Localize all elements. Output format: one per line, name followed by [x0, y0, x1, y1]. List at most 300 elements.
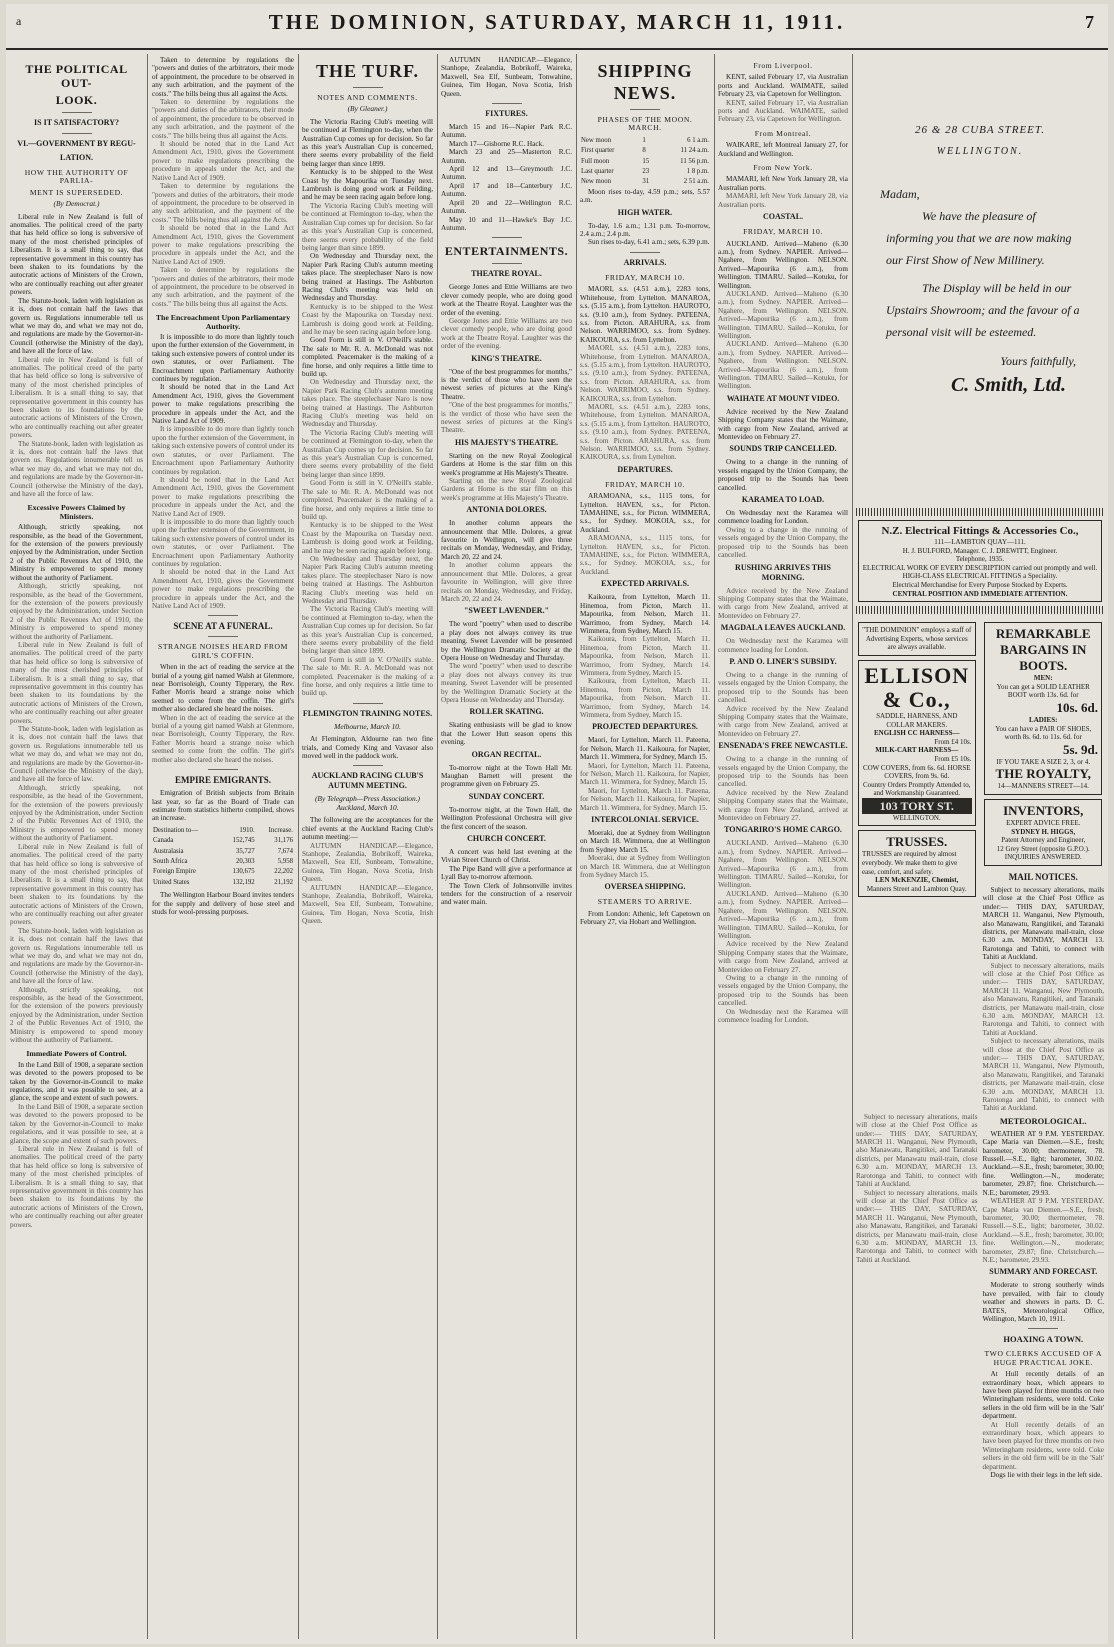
- table-row: [580, 177, 710, 187]
- paragraph: Although, strictly speaking, not responsible, as the head of the Government, for the extension of the powers previously enjoyed by the Administration, under Section 2 of the Public Revenues Act of 1910, the Ministry is empowered to spend money without the authority of Parliament.: [10, 523, 143, 582]
- table-cell: 31: [642, 178, 650, 186]
- paragraph: It should be noted that in the Land Act Amendment Act, 1910, gives the Government power to make regulations prescribing the procedure in appeals under the Act, and the Native Land Act of 1909.: [152, 383, 294, 426]
- paragraph: MAMARI, left New York January 28, via Australian ports.: [718, 192, 848, 209]
- paragraph: On Wednesday and Thursday next, the Napier Park Racing Club's autumn meeting takes place. The steeplechaser Naro is now being trained at Hastings. The Ashburton Racing Club's meeting was held on Wednesday and Thursday.: [302, 378, 433, 429]
- ad-town: WELLINGTON.: [936, 146, 1024, 158]
- paragraph: AUCKLAND. Arrived—Maheno (6.30 a.m.), from Sydney. NAPIER. Arrived—Ngahere, from Wellington. NELSON. Arrived—Mapourika (6 a.m.), from Wellington. TIMARU. Sailed—Kotuku, for Wellington.: [718, 839, 848, 890]
- paragraph: Good Form is still in V. O'Neill's stable. The sale to Mr. R. A. McDonald was not completed. Peacemaker is the making of a fine horse, and only requires a little time to build up.: [302, 336, 433, 378]
- paragraph: It should be noted that in the Land Act Amendment Act, 1910, gives the Government power to make regulations prescribing the procedure in appeals under the Act, and the Native Land Act of 1909.: [152, 475, 294, 518]
- paragraph: "One of the best programmes for months," is the verdict of those who have seen the newest series of pictures at the King's Theatre.: [441, 401, 572, 435]
- subheading: OVERSEA SHIPPING.: [604, 882, 686, 892]
- table-cell: Foreign Empire: [153, 868, 196, 876]
- paragraph: The Victoria Racing Club's meeting will be continued at Flemington to-day, when the Australian Cup comes up for decision. So far as this year's Australian Cup is concerned, there seems every probability of the field being larger than since 1899.: [302, 428, 433, 479]
- fixture-item: April 12 and 13—Greymouth J.C. Autumn.: [441, 165, 572, 182]
- paragraph: AUCKLAND. Arrived—Maheno (6.30 a.m.), from Sydney. NAPIER. Arrived—Ngahere, from Wellington. NELSON. Arrived—Mapourika (6 a.m.), from Wellington. TIMARU. Sailed—Kotuku, for Wellington.: [718, 340, 848, 391]
- column-rule: [298, 54, 299, 1639]
- section-title-shipping: SHIPPING NEWS.: [597, 61, 693, 103]
- table-row: [152, 836, 294, 846]
- table-cell: 23: [642, 168, 650, 176]
- section-title: VI.—GOVERNMENT BY REGU-: [17, 139, 136, 148]
- paragraph: The Town Clerk of Johnsonville invites tenders for the construction of a reservoir and water main.: [441, 881, 572, 907]
- subheading: From New York.: [753, 163, 813, 173]
- ellison-ad: [858, 660, 976, 827]
- ad-text: Telephone, 1935.: [955, 555, 1005, 564]
- fixture-item: March 15 and 16—Napier Park R.C. Autumn.: [441, 123, 572, 140]
- paragraph: At Flemington, Aldourne ran two fine trials, and Comedy King and Vavasor also moved well in the paddock work.: [302, 735, 433, 761]
- paragraph: In another column appears the announcement that Mlle. Dolores, a great favourite in Wellington, will give three recitals on Monday, Wednesday, and Friday, March 20, 22 and 24.: [441, 519, 572, 561]
- lower-left-column: [856, 1113, 978, 1264]
- paragraph: Maori, for Lyttelton, March 11. Pateena, for Nelson, March 11. Kaikoura, for Napier, March 11. Wimmera, for Sydney, March 15.: [580, 761, 710, 787]
- column-shipping: [580, 56, 710, 1636]
- paragraph: MAMARI, left New York January 28, via Australian ports.: [718, 175, 848, 192]
- subheading: MAGDALA LEAVES AUCKLAND.: [720, 623, 846, 633]
- paragraph: Advice received by the New Zealand Shipping Company states that the Waimate, with cargo from New Zealand, arrived at Montevideo on February 27.: [718, 704, 848, 738]
- table-cell: 20,303: [235, 857, 255, 865]
- ad-text: 12 Grey Street (opposite G.P.O.).: [996, 844, 1090, 853]
- column-rule: [714, 54, 715, 1639]
- paragraph: AUTUMN HANDICAP.—Elegance, Stanhope, Zealandia, Bobrikoff, Waireka, Maxwell, Sea Elf, Sunbeam, Tonwahine, Guinea, Tim Hogan, Nova Scotia, Irish Queen.: [441, 56, 572, 98]
- table-row: [580, 146, 710, 156]
- electrical-fittings-ad: [858, 520, 1102, 602]
- table-row: [580, 136, 710, 146]
- ad-address-strip: 103 TORY ST.: [862, 798, 972, 814]
- paragraph: Kentucky is to be shipped to the West Coast by the Mapourika on Tuesday next. Lambrush is doing good work at Feilding, and he may be seen racing again before long.: [302, 168, 433, 202]
- paragraph: Maori, for Lyttelton, March 11. Pateena, for Nelson, March 11. Kaikoura, for Napier, March 11. Wimmera, for Sydney, March 15.: [580, 786, 710, 812]
- paragraph: On Wednesday and Thursday next, the Napier Park Racing Club's autumn meeting takes place. The steeplechaser Naro is now being trained at Hastings. The Ashburton Racing Club's meeting was held on Wednesday and Thursday.: [302, 554, 433, 605]
- paragraph: Good Form is still in V. O'Neill's stable. The sale to Mr. R. A. McDonald was not completed. Peacemaker is the making of a fine horse, and only requires a little time to build up.: [302, 479, 433, 521]
- ad-text: H. J. BULFORD, Manager. C. J. DREWITT, Engineer.: [902, 546, 1058, 555]
- paragraph: Taken to determine by regulations the "powers and duties of the arbitrators, their mode of appointment, the procedure to be observed in any such arbitration, and the payment of the costs." The bills being thus all against the Acts.: [152, 98, 294, 140]
- table-cell: 11 24 a.m.: [680, 147, 709, 155]
- paragraph: MAORI, s.s. (4.51 a.m.), 2283 tons, Whitehouse, from Lyttelton. MANAROA, s.s. (5.15 a.m.), from Lyttelton. HAUROTO, s.s. (9.10 a.m.), from Sydney. PATEENA, s.s. from Picton. ARAHURA, s.s. from Nelson. WARRIMOO, s.s. from Sydney. KAIKOURA, s.s. from Lyttelton.: [580, 285, 710, 344]
- table-cell: 35,727: [235, 847, 255, 855]
- separator: [492, 237, 522, 238]
- table-header: Destination to—: [153, 826, 199, 834]
- subheading: EXPECTED ARRIVALS.: [601, 579, 689, 589]
- paragraph: The word "poetry" when used to describe a play does not always convey its true meaning. Sweet Lavender will be presented by the Wellington Dramatic Society at the Opera House on Wednesday and Thursday.: [441, 620, 572, 662]
- separator: [1028, 1328, 1058, 1329]
- subheading: "SWEET LAVENDER.": [463, 606, 550, 616]
- paragraph: Advice received by the New Zealand Shipping Company states that the Waimate, with cargo from New Zealand, arrived at Montevideo on February 27.: [718, 407, 848, 442]
- ad-text: 14—MANNERS STREET—14.: [997, 782, 1089, 791]
- fixture-item: March 17—Gisborne R.C. Hack.: [449, 139, 545, 148]
- subheading-fixtures: FIXTURES.: [485, 109, 528, 119]
- subtitle-cont: MENT IS SUPERSEDED.: [29, 187, 124, 197]
- paragraph: MAORI, s.s. (4.51 a.m.), 2283 tons, Whitehouse, from Lyttelton. MANAROA, s.s. (5.15 a.m.), from Lyttelton. HAUROTO, s.s. (9.10 a.m.), from Sydney. PATEENA, s.s. from Picton. ARAHURA, s.s. from Nelson. WARRIMOO, s.s. from Sydney. KAIKOURA, s.s. from Lyttelton.: [580, 344, 710, 403]
- dominion-notice: [858, 622, 976, 656]
- separator: [62, 133, 92, 134]
- masthead: [6, 4, 1108, 50]
- ad-text: EXPERT ADVICE FREE.: [1006, 818, 1081, 827]
- subheading: TONGARIRO'S HOME CARGO.: [724, 825, 842, 835]
- dateline: FRIDAY, MARCH 10.: [743, 227, 823, 237]
- subtitle: NOTES AND COMMENTS.: [317, 93, 418, 102]
- table-cell: New moon: [581, 136, 612, 144]
- table-cell: South Africa: [153, 857, 188, 865]
- paragraph: Starting on the new Royal Zoological Gardens at Home is the star film on this week's programme at His Majesty's Theatre.: [441, 451, 572, 477]
- subheading: PROJECTED DEPARTURES.: [592, 722, 698, 732]
- paragraph: The Victoria Racing Club's meeting will be continued at Flemington to-day, when the Australian Cup comes up for decision. So far as this year's Australian Cup is concerned, there seems every probability of the field being larger than since 1899.: [302, 117, 433, 168]
- paragraph: ARAMOANA, s.s., 1115 tons, for Lyttelton. HAVEN, s.s., for Picton. TAMAHINE, s.s., for Picton. WIMMERA, s.s., for Sydney. MOKOIA, s.s., for Auckland.: [580, 534, 710, 576]
- paragraph: Moeraki, due at Sydney from Wellington on March 18. Wimmera, due at Wellington from Sydney March 15.: [580, 854, 710, 880]
- ad-price: 5s. 9d.: [1062, 741, 1098, 757]
- ad-address: 26 & 28 CUBA STREET.: [915, 124, 1045, 136]
- ad-text: 111—LAMBTON QUAY—111.: [934, 538, 1026, 546]
- paragraph: Taken to determine by regulations the "powers and duties of the arbitrators, their mode of appointment, the procedure to be observed in any such arbitration, and the payment of the costs." The bills being thus all against the Acts.: [152, 266, 294, 308]
- separator: [208, 636, 238, 637]
- millinery-advertisement: [856, 56, 1104, 496]
- ad-text: WELLINGTON.: [892, 813, 941, 822]
- boots-ad: [984, 622, 1102, 795]
- table-cell: 132,192: [232, 878, 255, 886]
- paragraph: On Wednesday next the Karamea will commence loading for London.: [718, 637, 848, 654]
- paragraph: It is impossible to do more than lightly touch upon the further extension of the Government, in taking such extensive powers of control under its own statutes, or over Parliament. The Encroachment upon Parliamentary Authority continues by regulation.: [152, 517, 294, 568]
- paragraph: Although, strictly speaking, not responsible, as the head of the Government, for the extension of the powers previously enjoyed by the Administration, under Section 2 of the Public Revenues Act of 1910, the Ministry is empowered to spend money without the authority of Parliament.: [10, 783, 143, 843]
- ad-text: CENTRAL POSITION AND IMMEDIATE ATTENTION.: [892, 589, 1068, 598]
- subtitle: PHASES OF THE MOON. MARCH.: [597, 115, 693, 133]
- paragraph: It is impossible to do more than lightly touch upon the further extension of the Government, in taking such extensive powers of control under its own statutes, or over Parliament. The Encroachment upon Parliamentary Authority continues by regulation.: [152, 333, 294, 384]
- paragraph: The Statute-book, laden with legislation as it is, does not contain half the laws that govern us. Regulations innumerable tell us what we may do, and what we may not do, and regulations are made by the Governor-in-Council (otherwise the Ministry of the day), and have all the force of law.: [10, 439, 143, 499]
- ad-text: TRUSSES are required by almost everybody. We make them to give ease, comfort, and safety.: [862, 850, 958, 876]
- subheading: DEPARTURES.: [617, 464, 673, 474]
- paragraph: KENT, sailed February 17, via Australian ports and Auckland. WAIMATE, sailed February 23, via Capetown for Wellington.: [718, 98, 848, 124]
- paragraph: Although, strictly speaking, not responsible, as the head of the Government, for the extension of the powers previously enjoyed by the Administration, under Section 2 of the Public Revenues Act of 1910, the Ministry is empowered to spend money without the authority of Parliament.: [10, 985, 143, 1045]
- paragraph: WAIKARE, left Montreal January 27, for Auckland and Wellington.: [718, 141, 848, 158]
- paragraph: George Jones and Ettie Williams are two clever comedy people, who are doing good work at the Theatre Royal. Laughter was the order of the evening.: [441, 316, 572, 351]
- ad-text: SYDNEY H. HIGGS,: [1011, 827, 1076, 836]
- subheading: WAIHATE AT MOUNT VIDEO.: [726, 393, 840, 403]
- paragraph: The word "poetry" when used to describe a play does not always convey its true meaning. Sweet Lavender will be presented by the Wellington Dramatic Society at the Opera House on Wednesday and Thursday.: [441, 662, 572, 704]
- corner-mark: a: [16, 14, 22, 28]
- subtitle: HOW THE AUTHORITY OF PARLIA-: [24, 168, 129, 186]
- ad-letter: [880, 183, 1086, 343]
- separator: [353, 703, 383, 704]
- table-cell: 8: [642, 147, 646, 155]
- table-row: [152, 878, 294, 888]
- paragraph: Liberal rule in New Zealand is full of anomalies. The political creed of the party that has held office so long is subversive of many of the most cherished principles of Liberalism. It is a small thing to say, that representative government in this country has been shaken to its foundations by the autocratic actions of Ministers of the Crown, who are continually reaching out after greater powers.: [10, 640, 143, 725]
- separator: [208, 615, 238, 616]
- article-subtitle-hoax: TWO CLERKS ACCUSED OF A HUGE PRACTICAL JOKE.: [984, 1349, 1103, 1367]
- article-title-line1: THE POLITICAL OUT-: [25, 62, 128, 90]
- article-title-emigrants: EMPIRE EMIGRANTS.: [174, 775, 271, 786]
- paragraph: Emigration of British subjects from Britain last year, so far as the Board of Trade can estimate from statistics hitherto compiled, shows an increase.: [152, 789, 294, 823]
- table-row: [580, 157, 710, 167]
- paragraph: Kaikoura, from Lyttelton, March 11. Hinemoa, from Picton, March 11. Mapourika, from Nelson, March 11. Warrimoo, from Sydney, March 14. Wimmera, from Sydney, March 15.: [580, 677, 710, 719]
- ad-line: The Display will be held in our Upstairs Showroom; and the favour of a personal visit will be esteemed.: [886, 280, 1080, 339]
- table-cell: 2 51 a.m.: [683, 178, 709, 186]
- ad-close: Yours faithfully,: [1000, 353, 1076, 368]
- subheading: Excessive Powers Claimed by Ministers.: [27, 503, 126, 521]
- paragraph: Owing to a change in the running of vessels engaged by the Union Company, the proposed trip to the Sounds has been cancelled.: [718, 973, 848, 1008]
- paragraph: When in the act of reading the service at the burial of a young girl named Walsh at Glenmore, near Borrisoleigh, County Tipperary, the Rev. Father Morris heard a strange noise which seemed to come from the coffin. The girl's mother also declared she heard the noises.: [152, 663, 294, 714]
- paragraph: A concert was held last evening at the Vivian Street Church of Christ.: [441, 848, 572, 865]
- subheading: KING'S THEATRE.: [471, 353, 542, 363]
- paragraph: To-day, 1.6 a.m.; 1.31 p.m. To-morrow, 2.4 a.m.; 2.4 p.m.: [580, 221, 710, 239]
- paragraph: Liberal rule in New Zealand is full of anomalies. The political creed of the party that has held office so long is subversive of many of the most cherished principles of Liberalism. It is a small thing to say, that representative government in this country has been shaken to its foundations by the autocratic actions of Ministers of the Crown, who are continually reaching out after greater powers.: [10, 212, 143, 297]
- paragraph: From London: Athenic, left Capetown on February 27, via Hobart and Wellington.: [580, 909, 710, 927]
- table-row: [152, 867, 294, 877]
- paragraph: The Pipe Band will give a performance at Lyall Bay to-morrow afternoon.: [441, 864, 572, 882]
- paragraph: Subject to necessary alterations, mails will close at the Chief Post Office as under:— THIS DAY, SATURDAY, MARCH 11. Wanganui, New Plymouth, also Manawatu, Rangitikei, and Taranaki districts, per Manawatu mail-train, close 6.30 a.m. MONDAY, MARCH 13. Rarotonga and Tahiti, to connect with Tahiti at Auckland.: [982, 1037, 1104, 1113]
- paragraph: The Statute-book, laden with legislation as it is, does not contain half the laws that govern us. Regulations innumerable tell us what we may do, and what we may not do, and regulations are made by the Governor-in-Council (otherwise the Ministry of the day), and have all the force of law.: [10, 926, 143, 986]
- byline: (By Gleaner.): [347, 104, 388, 114]
- ad-text: Patent Attorney and Engineer,: [1001, 836, 1086, 845]
- paragraph: Advice received by the New Zealand Shipping Company states that the Waimate, with cargo from New Zealand, arrived at Montevideo on February 27.: [718, 788, 848, 823]
- decorative-rule: [856, 606, 1104, 614]
- table-cell: First quarter: [581, 147, 615, 155]
- paragraph: George Jones and Ettie Williams are two clever comedy people, who are doing good work at the Theatre Royal. Laughter was the order of the evening.: [441, 283, 572, 317]
- column-shipping-cont: [718, 56, 848, 1636]
- paragraph: Moon rises to-day, 4.59 p.m.; sets, 5.57 a.m.: [580, 187, 710, 205]
- table-cell: 11 56 p.m.: [680, 157, 709, 165]
- ad-text: IF YOU TAKE A SIZE 2, 3, or 4.: [996, 757, 1091, 766]
- paragraph: The Wellington Harbour Board invites tenders for the supply and delivery of hose steel and studs for wool-pressing purposes.: [152, 891, 294, 916]
- ad-text: You can have a PAIR OF SHOES, worth 8s. 6d. to 11s. 6d. for: [995, 724, 1092, 742]
- paragraph: Liberal rule in New Zealand is full of anomalies. The political creed of the party that has held office so long is subversive of many of the most cherished principles of Liberalism. It is a small thing to say, that representative government in this country has been shaken to its foundations by the autocratic actions of Ministers of the Crown, who are continually reaching out after greater powers.: [10, 1144, 143, 1229]
- subheading: Immediate Powers of Control.: [26, 1049, 127, 1059]
- subheading: HIS MAJESTY'S THEATRE.: [454, 437, 559, 447]
- paragraph: MAORI, s.s. (4.51 a.m.), 2283 tons, Whitehouse, from Lyttelton. MANAROA, s.s. (5.15 a.m.), from Lyttelton. HAUROTO, s.s. (9.10 a.m.), from Sydney. PATEENA, s.s. from Picton. ARAHURA, s.s. from Nelson. WARRIMOO, s.s. from Sydney. KAIKOURA, s.s. from Lyttelton.: [580, 402, 710, 462]
- paragraph: Subject to necessary alterations, mails will close at the Chief Post Office as under:— THIS DAY, SATURDAY, MARCH 11. Wanganui, New Plymouth, also Manawatu, Rangitikei, and Taranaki districts, per Manawatu mail-train, close 6.30 a.m. MONDAY, MARCH 13. Rarotonga and Tahiti, to connect with Tahiti at Auckland.: [856, 1112, 978, 1189]
- dateline: FRIDAY, MARCH 10.: [605, 272, 685, 282]
- moon-table: [580, 136, 710, 188]
- article-question: IS IT SATISFACTORY?: [34, 118, 119, 127]
- ads-right-column: [982, 618, 1104, 1113]
- separator: [353, 765, 383, 766]
- subheading: KARAMEA TO LOAD.: [741, 495, 825, 505]
- decorative-rule: [856, 508, 1104, 516]
- paragraph: Maori, for Lyttelton, March 11. Pateena, for Nelson, March 11. Kaikoura, for Napier, March 11. Wimmera, for Sydney, March 15.: [580, 736, 710, 762]
- ad-text: MEN:: [1033, 674, 1053, 683]
- ad-text: INQUIRIES ANSWERED.: [1004, 853, 1082, 862]
- paragraph: At Hull recently details of an extraordinary hoax, which appears to have been played for three months on two Winteringham residents, were told. Coke sellers in the old firm will be in the 'Salt' department.: [982, 1420, 1104, 1471]
- paragraph: AUCKLAND. Arrived—Maheno (6.30 a.m.), from Sydney. NAPIER. Arrived—Ngahere, from Wellington. NELSON. Arrived—Mapourika (6 a.m.), from Wellington. TIMARU. Sailed—Kotuku, for Wellington.: [718, 239, 848, 290]
- ad-text: Country Orders Promptly Attended to, and Workmanship Guaranteed.: [862, 780, 971, 798]
- fixture-item: March 23 and 25—Masterton R.C. Autumn.: [441, 148, 572, 165]
- fixture-item: April 20 and 22—Wellington R.C. Autumn.: [441, 198, 572, 216]
- ad-text: Manners Street and Lambton Quay.: [866, 884, 967, 893]
- separator: [208, 769, 238, 770]
- ad-firm: THE ROYALTY,: [995, 766, 1091, 782]
- subheading: The Encroachment Upon Parliamentary Authority.: [155, 313, 291, 331]
- dateline: Melbourne, March 10.: [334, 721, 401, 731]
- paragraph: WEATHER AT 9 P.M. YESTERDAY. Cape Maria van Diemen.—S.E., fresh; barometer, 30.00; thermometer, 78. Russell.—S.E., light; barometer, 30.02. Auckland.—S.E., fresh; barometer, 30.00; fine. Wellington.—N., moderate; barometer, 29.87; fine. Christchurch.—N.E.; barometer, 29.93.: [982, 1129, 1104, 1197]
- paragraph: To-morrow night at the Town Hall Mr. Maughan Barnett will present the programme given on February 25.: [441, 763, 572, 789]
- subheading: THEATRE ROYAL.: [471, 269, 542, 279]
- separator: [492, 263, 522, 264]
- ad-price: From £4 10s.: [934, 737, 972, 746]
- ad-text: "THE DOMINION" employs a staff of Advertising Experts, whose services are always available.: [862, 626, 972, 652]
- paragraph: Although, strictly speaking, not responsible, as the head of the Government, for the extension of the powers previously enjoyed by the Administration, under Section 2 of the Public Revenues Act of 1910, the Ministry is empowered to spend money without the authority of Parliament.: [10, 582, 143, 641]
- column-rule: [437, 54, 438, 1639]
- separator: [492, 103, 522, 104]
- ad-text: COW COVERS, from 6s. 6d. HORSE COVERS, from 9s. 6d.: [862, 763, 971, 781]
- paragraph: Skating enthusiasts will be glad to know that the Lower Hutt season opens this evening.: [441, 721, 572, 747]
- table-cell: 15: [642, 157, 650, 165]
- subheading: RUSHING ARRIVES THIS MORNING.: [735, 562, 831, 582]
- article-title-funeral: SCENE AT A FUNERAL.: [173, 621, 273, 632]
- ad-price: From £5 10s.: [934, 754, 972, 763]
- ad-text: Electrical Merchandise for Every Purpose Stocked by Experts.: [892, 580, 1068, 589]
- paragraph: In the Land Bill of 1908, a separate section was devoted to the powers proposed to be taken by the Governor-in-Council to make regulations, and it was possible to see, at a glance, the scope and extent of such powers.: [10, 1060, 143, 1103]
- paragraph: Subject to necessary alterations, mails will close at the Chief Post Office as under:— THIS DAY, SATURDAY, MARCH 11. Wanganui, New Plymouth, also Manawatu, Rangitikei, and Taranaki districts, per Manawatu mail-train, close 6.30 a.m. MONDAY, MARCH 13. Rarotonga and Tahiti, to connect with Tahiti at Auckland.: [982, 885, 1104, 962]
- paragraph: It should be noted that in the Land Act Amendment Act, 1910, gives the Government power to make regulations prescribing the procedure in appeals under the Act, and the Native Land Act of 1909.: [152, 140, 294, 182]
- subheading-meteorological: METEOROLOGICAL.: [999, 1115, 1087, 1126]
- subheading: COASTAL.: [762, 212, 804, 222]
- table-cell: 7,674: [277, 847, 293, 855]
- column-entertainments: [441, 56, 572, 1636]
- table-cell: 130,675: [232, 868, 255, 876]
- paragraph: Owing to a change in the running of vessels engaged by the Union Company, the proposed trip to the Sounds has been cancelled.: [718, 458, 848, 492]
- subheading: ENSENADA'S FREE NEWCASTLE.: [718, 741, 848, 751]
- paragraph: It is impossible to do more than lightly touch upon the further extension of the Government, in taking such extensive powers of control under its own statutes, or over Parliament. The Encroachment upon Parliamentary Authority continues by regulation.: [152, 425, 294, 476]
- emigration-table: [152, 826, 294, 888]
- subheading: P. AND O. LINER'S SUBSIDY.: [729, 656, 837, 666]
- column-regulation-cont: [152, 56, 294, 1636]
- paragraph: AUTUMN HANDICAP.—Elegance, Stanhope, Zealandia, Bobrikoff, Waireka, Maxwell, Sea Elf, Sunbeam, Tonwahine, Guinea, Tim Hogan, Nova Scotia, Irish Queen.: [302, 883, 433, 926]
- paragraph: Starting on the new Royal Zoological Gardens at Home is the star film on this week's programme at His Majesty's Theatre.: [441, 477, 572, 502]
- paragraph: Kaikoura, from Lyttelton, March 11. Hinemoa, from Picton, March 11. Mapourika, from Nelson, March 11. Warrimoo, from Sydney, March 14. Wimmera, from Sydney, March 15.: [580, 635, 710, 677]
- trusses-ad: [858, 830, 976, 897]
- paragraph: AUCKLAND. Arrived—Maheno (6.30 a.m.), from Sydney. NAPIER. Arrived—Ngahere, from Wellington. NELSON. Arrived—Mapourika (6 a.m.), from Wellington. TIMARU. Sailed—Kotuku, for Wellington.: [718, 889, 848, 940]
- paragraph: The following are the acceptances for the chief events at the Auckland Racing Club's autumn meeting:—: [302, 816, 433, 842]
- table-row: [152, 857, 294, 867]
- paragraph: The Statute-book, laden with legislation as it is, does not contain half the laws that govern us. Regulations innumerable tell us what we may do, and what we may not do, and regulations are made by the Governor-in-Council (otherwise the Ministry of the day), and have all the force of law.: [10, 296, 143, 356]
- ad-text: LEN McKENZIE, Chemist,: [875, 876, 959, 885]
- paragraph: "One of the best programmes for months," is the verdict of those who have seen the newest series of pictures at the King's Theatre.: [441, 367, 572, 401]
- section-title-entertainments: ENTERTAINMENTS.: [444, 244, 569, 259]
- table-cell: 1 8 p.m.: [686, 168, 709, 176]
- newspaper-page: [6, 4, 1108, 1644]
- column-rule: [576, 54, 577, 1639]
- subheading: ANTONIA DOLORES.: [466, 505, 547, 515]
- paragraph: The Victoria Racing Club's meeting will be continued at Flemington to-day, when the Australian Cup comes up for decision. So far as this year's Australian Cup is concerned, there seems every probability of the field being larger than since 1899.: [302, 201, 433, 252]
- table-row: [580, 167, 710, 177]
- subheading: HIGH WATER.: [617, 207, 673, 217]
- subheading-mail: MAIL NOTICES.: [1008, 871, 1078, 882]
- paragraph: To-morrow night, at the Town Hall, the Wellington Professional Orchestra will give the first concert of the season.: [441, 805, 572, 831]
- paragraph: Moderate to strong southerly winds have prevailed, with fair to cloudy weather and showers in parts. D. C. BATES, Meteorological Office, Wellington, March 10, 1911.: [982, 1281, 1104, 1323]
- ad-title: ELLISON & Co.,: [864, 662, 970, 712]
- subheading: STEAMERS TO ARRIVE.: [597, 897, 693, 907]
- paragraph: Sun rises to-day, 6.41 a.m.; sets, 6.39 p.m.: [588, 238, 710, 247]
- separator: [62, 112, 92, 113]
- table-cell: United States: [153, 878, 190, 886]
- ad-title: TRUSSES.: [886, 834, 948, 850]
- ad-line: We have the pleasure of informing you that we are now making our First Show of New Millinery.: [886, 208, 1072, 267]
- table-cell: Last quarter: [581, 168, 614, 176]
- fixture-item: May 10 and 11—Hawke's Bay J.C. Autumn.: [441, 215, 572, 232]
- paragraph: Owing to a change in the running of vessels engaged by the Union Company, the proposed trip to the Sounds has been cancelled.: [718, 525, 848, 560]
- table-header-row: [152, 826, 294, 836]
- section-title-turf: THE TURF.: [315, 61, 420, 81]
- subheading: INTERCOLONIAL SERVICE.: [591, 815, 699, 825]
- lower-ads: [856, 504, 1104, 1479]
- paragraph: The Statute-book, laden with legislation as it is, does not contain half the laws that govern us. Regulations innumerable tell us what we may do, and what we may not do, and regulations are made by the Governor-in-Council (otherwise the Ministry of the day), and have all the force of law.: [10, 725, 143, 784]
- column-turf: [302, 56, 433, 1636]
- paragraph: In another column appears the announcement that Mlle. Dolores, a great favourite in Wellington, will give three recitals on Monday, Wednesday, and Friday, March 20, 22 and 24.: [441, 561, 572, 603]
- fixture-item: April 17 and 18—Canterbury J.C. Autumn.: [441, 181, 572, 199]
- paragraph: Good Form is still in V. O'Neill's stable. The sale to Mr. R. A. McDonald was not completed. Peacemaker is the making of a fine horse, and only requires a little time to build up.: [302, 655, 433, 698]
- section-title-cont: LATION.: [60, 153, 93, 162]
- paragraph: In the Land Bill of 1908, a separate section was devoted to the powers proposed to be taken by the Governor-in-Council to make regulations, and it was possible to see, at a glance, the scope and extent of such powers.: [10, 1102, 143, 1145]
- ad-text: You can get a SOLID LEATHER BOOT worth 13s. 6d. for: [996, 682, 1090, 700]
- subheading-forecast: SUMMARY AND FORECAST.: [989, 1267, 1098, 1277]
- ad-salutation: Madam,: [880, 186, 920, 201]
- paragraph: WEATHER AT 9 P.M. YESTERDAY. Cape Maria van Diemen.—S.E., fresh; barometer, 30.00; thermometer, 78. Russell.—S.E., light; barometer, 30.02. Auckland.—S.E., fresh; barometer, 30.00; fine. Wellington.—N., moderate; barometer, 29.87; fine. Christchurch.—N.E.; barometer, 29.93.: [982, 1197, 1104, 1264]
- subheading: ORGAN RECITAL.: [471, 749, 542, 759]
- paragraph: Liberal rule in New Zealand is full of anomalies. The political creed of the party that has held office so long is subversive of many of the most cherished principles of Liberalism. It is a small thing to say, that representative government in this country has been shaken to its foundations by the autocratic actions of Ministers of the Crown, who are continually reaching out after greater powers.: [10, 842, 143, 927]
- paragraph: Kentucky is to be shipped to the West Coast by the Mapourika on Tuesday next. Lambrush is doing good work at Feilding, and he may be seen racing again before long.: [302, 521, 433, 555]
- ad-title: REMARKABLE BARGAINS IN BOOTS.: [995, 626, 1091, 674]
- separator: [353, 87, 383, 88]
- table-header: Increase.: [268, 826, 293, 834]
- paragraph: Dogs lie with their legs in the left side.: [990, 1471, 1103, 1480]
- table-cell: 31,176: [274, 837, 293, 845]
- table-cell: Canada: [153, 837, 174, 845]
- column-rule: [852, 54, 853, 1639]
- ad-title: INVENTORS,: [1003, 802, 1084, 818]
- table-cell: 22,202: [274, 868, 293, 876]
- table-cell: New moon: [581, 178, 612, 186]
- page-number: 7: [1085, 12, 1094, 32]
- separator: [630, 109, 660, 110]
- table-row: [152, 847, 294, 857]
- subheading: ARRIVALS.: [623, 257, 667, 267]
- table-cell: 152,745: [232, 837, 255, 845]
- subheading: FLEMINGTON TRAINING NOTES.: [302, 708, 433, 718]
- paragraph: The Victoria Racing Club's meeting will be continued at Flemington to-day, when the Australian Cup comes up for decision. So far as this year's Australian Cup is concerned, there seems every probability of the field being larger than since 1899.: [302, 605, 433, 656]
- paragraph: Advice received by the New Zealand Shipping Company states that the Waimate, with cargo from New Zealand, arrived at Montevideo on February 27.: [718, 586, 848, 620]
- paragraph: Taken to determine by regulations the "powers and duties of the arbitrators, their mode of appointment, the procedure to be observed in any such arbitration, and the payment of the costs." The bills being thus all against the Acts.: [152, 182, 294, 224]
- ad-price: 10s. 6d.: [1056, 699, 1098, 715]
- byline: (By Democrat.): [53, 199, 100, 209]
- table-cell: 6 1 a.m.: [687, 136, 709, 144]
- paragraph: Owing to a change in the running of vessels engaged by the Union Company, the proposed trip to the Sounds has been cancelled.: [718, 755, 848, 789]
- subheading: From Montreal.: [754, 128, 812, 138]
- ad-title: N.Z. Electrical Fittings & Accessories Co.,: [881, 525, 1079, 537]
- paragraph: Liberal rule in New Zealand is full of anomalies. The political creed of the party that has held office so long is subversive of many of the most cherished principles of Liberalism. It is a small thing to say, that representative government in this country has been shaken to its foundations by the autocratic actions of Ministers of the Crown, who are continually reaching out after greater powers.: [10, 355, 143, 440]
- paragraph: It should be noted that in the Land Act Amendment Act, 1910, gives the Government power to make regulations prescribing the procedure in appeals under the Act, and the Native Land Act of 1909.: [152, 224, 294, 266]
- ad-text: MILK-CART HARNESS—: [875, 746, 959, 755]
- dateline: FRIDAY, MARCH 10.: [605, 479, 685, 489]
- article-title-hoax: HOAXING A TOWN.: [1003, 1334, 1084, 1345]
- dateline: (By Telegraph—Press Association.) Auckland, March 10.: [314, 794, 421, 812]
- paragraph: Subject to necessary alterations, mails will close at the Chief Post Office as under:— THIS DAY, SATURDAY, MARCH 11. Wanganui, New Plymouth, also Manawatu, Rangitikei, and Taranaki districts, per Manawatu mail-train, close 6.30 a.m. MONDAY, MARCH 13. Rarotonga and Tahiti, to connect with Tahiti at Auckland.: [982, 961, 1104, 1037]
- subheading: ROLLER SKATING.: [469, 707, 544, 717]
- paragraph: On Wednesday and Thursday next, the Napier Park Racing Club's autumn meeting takes place. The steeplechaser Naro is now being trained at Hastings. The Ashburton Racing Club's meeting was held on Wednesday and Thursday.: [302, 252, 433, 303]
- subheading: AUCKLAND RACING CLUB'S AUTUMN MEETING.: [311, 771, 424, 791]
- paragraph: On Wednesday next the Karamea will commence loading for London.: [718, 1007, 848, 1024]
- subheading: CHURCH CONCERT.: [467, 834, 546, 844]
- column-rule: [147, 54, 148, 1639]
- paragraph: Kaikoura, from Lyttelton, March 11. Hinemoa, from Picton, March 11. Mapourika, from Nelson, March 11. Warrimoo, from Sydney, March 14. Wimmera, from Sydney, March 15.: [580, 593, 710, 635]
- lower-right-column: [982, 1113, 1104, 1480]
- subheading: SUNDAY CONCERT.: [468, 791, 545, 801]
- paragraph: Advice received by the New Zealand Shipping Company states that the Waimate, with cargo from New Zealand, arrived at Montevideo on February 27.: [718, 940, 848, 974]
- inventors-ad: [984, 799, 1102, 866]
- column-political-outlook: [10, 56, 143, 1636]
- subheading: From Liverpool.: [753, 61, 813, 70]
- separator: [630, 252, 660, 253]
- masthead-title: THE DOMINION, SATURDAY, MARCH 11, 1911.: [268, 10, 846, 34]
- table-cell: 1: [642, 136, 646, 144]
- paragraph: AUCKLAND. Arrived—Maheno (6.30 a.m.), from Sydney. NAPIER. Arrived—Ngahere, from Wellington. NELSON. Arrived—Mapourika (6 a.m.), from Wellington. TIMARU. Sailed—Kotuku, for Wellington.: [718, 289, 848, 340]
- ad-text: ENGLISH CC HARNESS—: [873, 729, 960, 738]
- column-advertisements: [856, 56, 1104, 1636]
- ad-text: SADDLE, HARNESS, AND COLLAR MAKERS.: [876, 711, 958, 729]
- table-cell: Full moon: [581, 157, 610, 165]
